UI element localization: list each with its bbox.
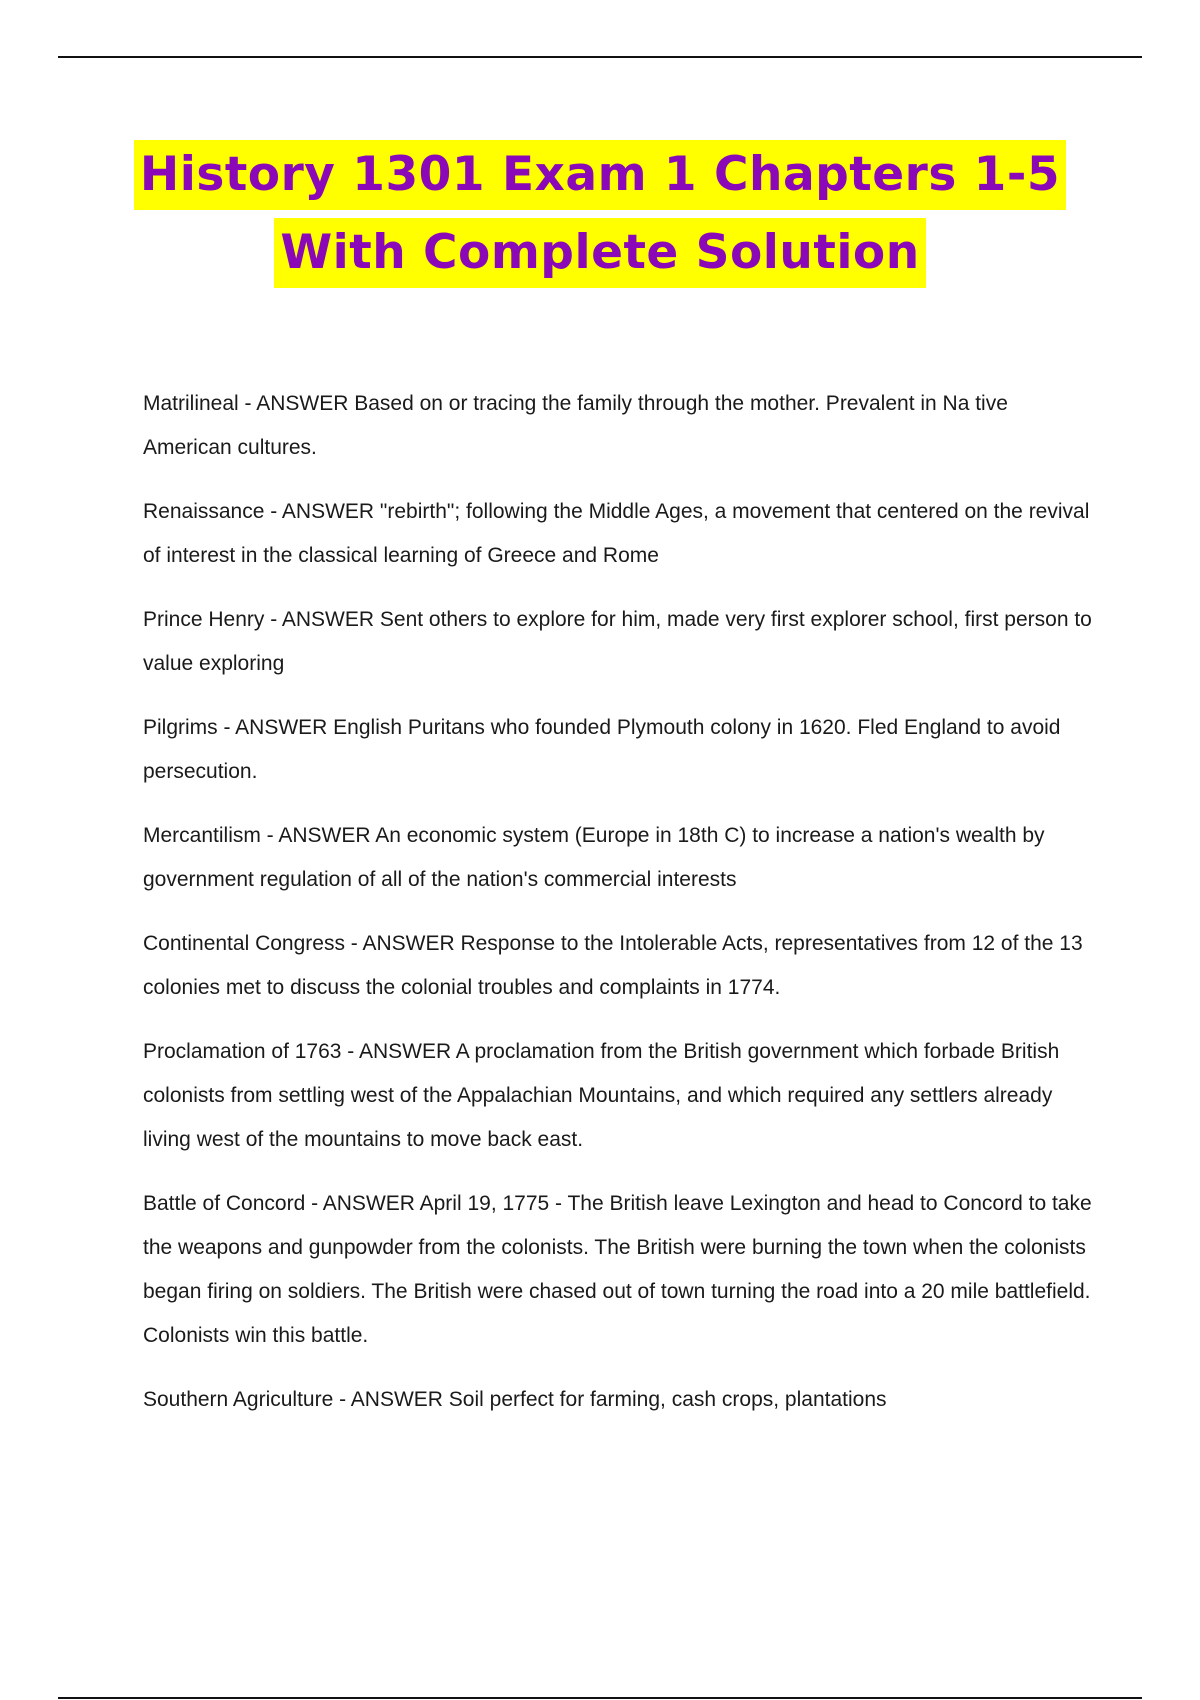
entry-mercantilism: Mercantilism - ANSWER An economic system (Europe in 18th C) to increase a nation's wealth by government regulation of all of the nation's commercial interests [143,824,1045,891]
entry-southern-agriculture: Southern Agriculture - ANSWER Soil perfect for farming, cash crops, plantations [143,1388,887,1411]
entry-prince-henry: Prince Henry - ANSWER Sent others to explore for him, made very first explorer school, first person to value exploring [143,608,1092,675]
document-title [0,140,1200,296]
entry-pilgrims: Pilgrims - ANSWER English Puritans who founded Plymouth colony in 1620. Fled England to avoid persecution. [143,716,1061,783]
entry-matrilineal: Matrilineal - ANSWER Based on or tracing the family through the mother. Prevalent in Na tive American cultures. [143,392,1008,459]
entry-renaissance: Renaissance - ANSWER "rebirth"; following the Middle Ages, a movement that centered on the revival of interest in the classical learning of Greece and Rome [143,500,1090,567]
title-line-1: History 1301 Exam 1 Chapters 1-5 [134,140,1066,210]
entry-proclamation-1763: Proclamation of 1763 - ANSWER A proclamation from the British government which forbade British colonists from settling west of the Appalachian Mountains, and which required any settlers already living west of the mountains to move back east. [143,1040,1060,1151]
title-line-2: With Complete Solution [274,218,925,288]
qa-entries [143,382,1093,1442]
entry-battle-of-concord: Battle of Concord - ANSWER April 19, 1775 - The British leave Lexington and head to Concord to take the weapons and gunpowder from the colonists. The British were burning the town when the colonists began firing on soldiers. The British were chased out of town turning the road into a 20 mile battlefield. Colonists win this battle. [143,1192,1092,1347]
entry-continental-congress: Continental Congress - ANSWER Response to the Intolerable Acts, representatives from 12 of the 13 colonies met to discuss the colonial troubles and complaints in 1774. [143,932,1083,999]
bottom-rule [58,1697,1142,1699]
top-rule [58,56,1142,58]
